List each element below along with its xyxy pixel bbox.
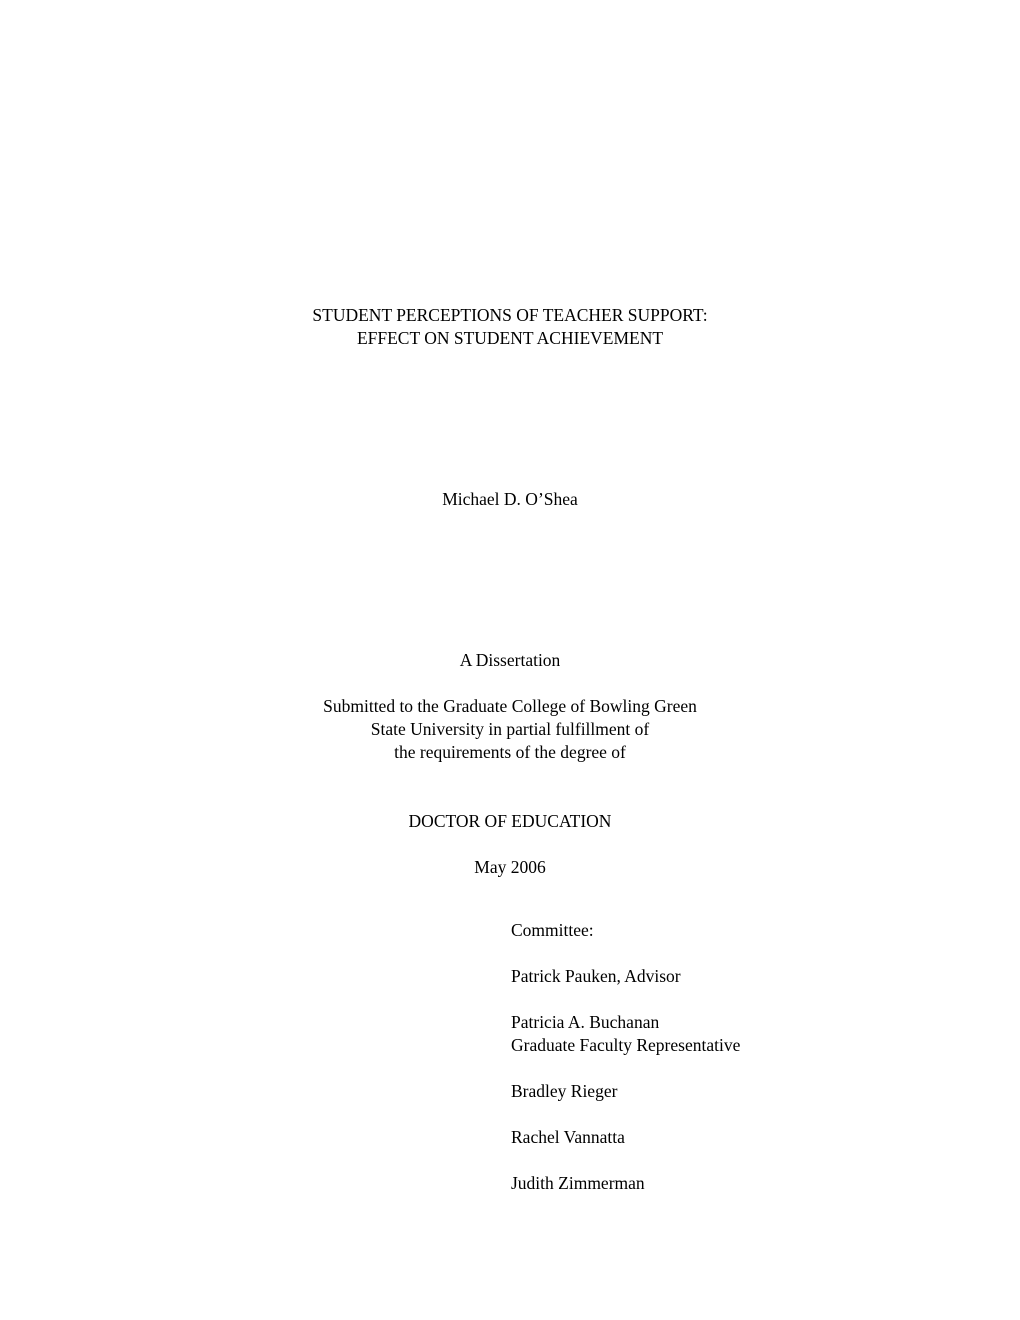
committee-representative [511, 1011, 991, 1057]
member-name: Rachel Vannatta [511, 1127, 625, 1147]
author-name [0, 488, 1020, 511]
submission-statement [0, 695, 1020, 764]
committee-heading: Committee: [511, 920, 594, 940]
member-name: Bradley Rieger [511, 1081, 618, 1101]
submission-line-3: the requirements of the degree of [394, 742, 626, 762]
title-line-1: STUDENT PERCEPTIONS OF TEACHER SUPPORT: [312, 305, 708, 325]
committee-member-1 [511, 1080, 991, 1103]
document-type [0, 649, 1020, 672]
submission-line-2: State University in partial fulfillment of [370, 719, 650, 739]
committee-list [511, 919, 991, 942]
date-line: May 2006 [474, 857, 546, 877]
submission-date [0, 856, 1020, 879]
representative-name: Patricia A. Buchanan [511, 1012, 660, 1032]
document-type-line: A Dissertation [459, 650, 561, 670]
title-line-2: EFFECT ON STUDENT ACHIEVEMENT [356, 328, 664, 348]
committee-advisor [511, 965, 991, 988]
member-name: Judith Zimmerman [511, 1173, 645, 1193]
dissertation-title [0, 304, 1020, 350]
committee-member-3 [511, 1172, 991, 1195]
advisor-line: Patrick Pauken, Advisor [511, 966, 681, 986]
committee-member-2 [511, 1126, 991, 1149]
degree-line: DOCTOR OF EDUCATION [408, 811, 612, 831]
degree-name [0, 810, 1020, 833]
representative-role: Graduate Faculty Representative [511, 1035, 741, 1055]
author-line: Michael D. O’Shea [442, 489, 578, 509]
submission-line-1: Submitted to the Graduate College of Bowling Green [323, 696, 697, 716]
